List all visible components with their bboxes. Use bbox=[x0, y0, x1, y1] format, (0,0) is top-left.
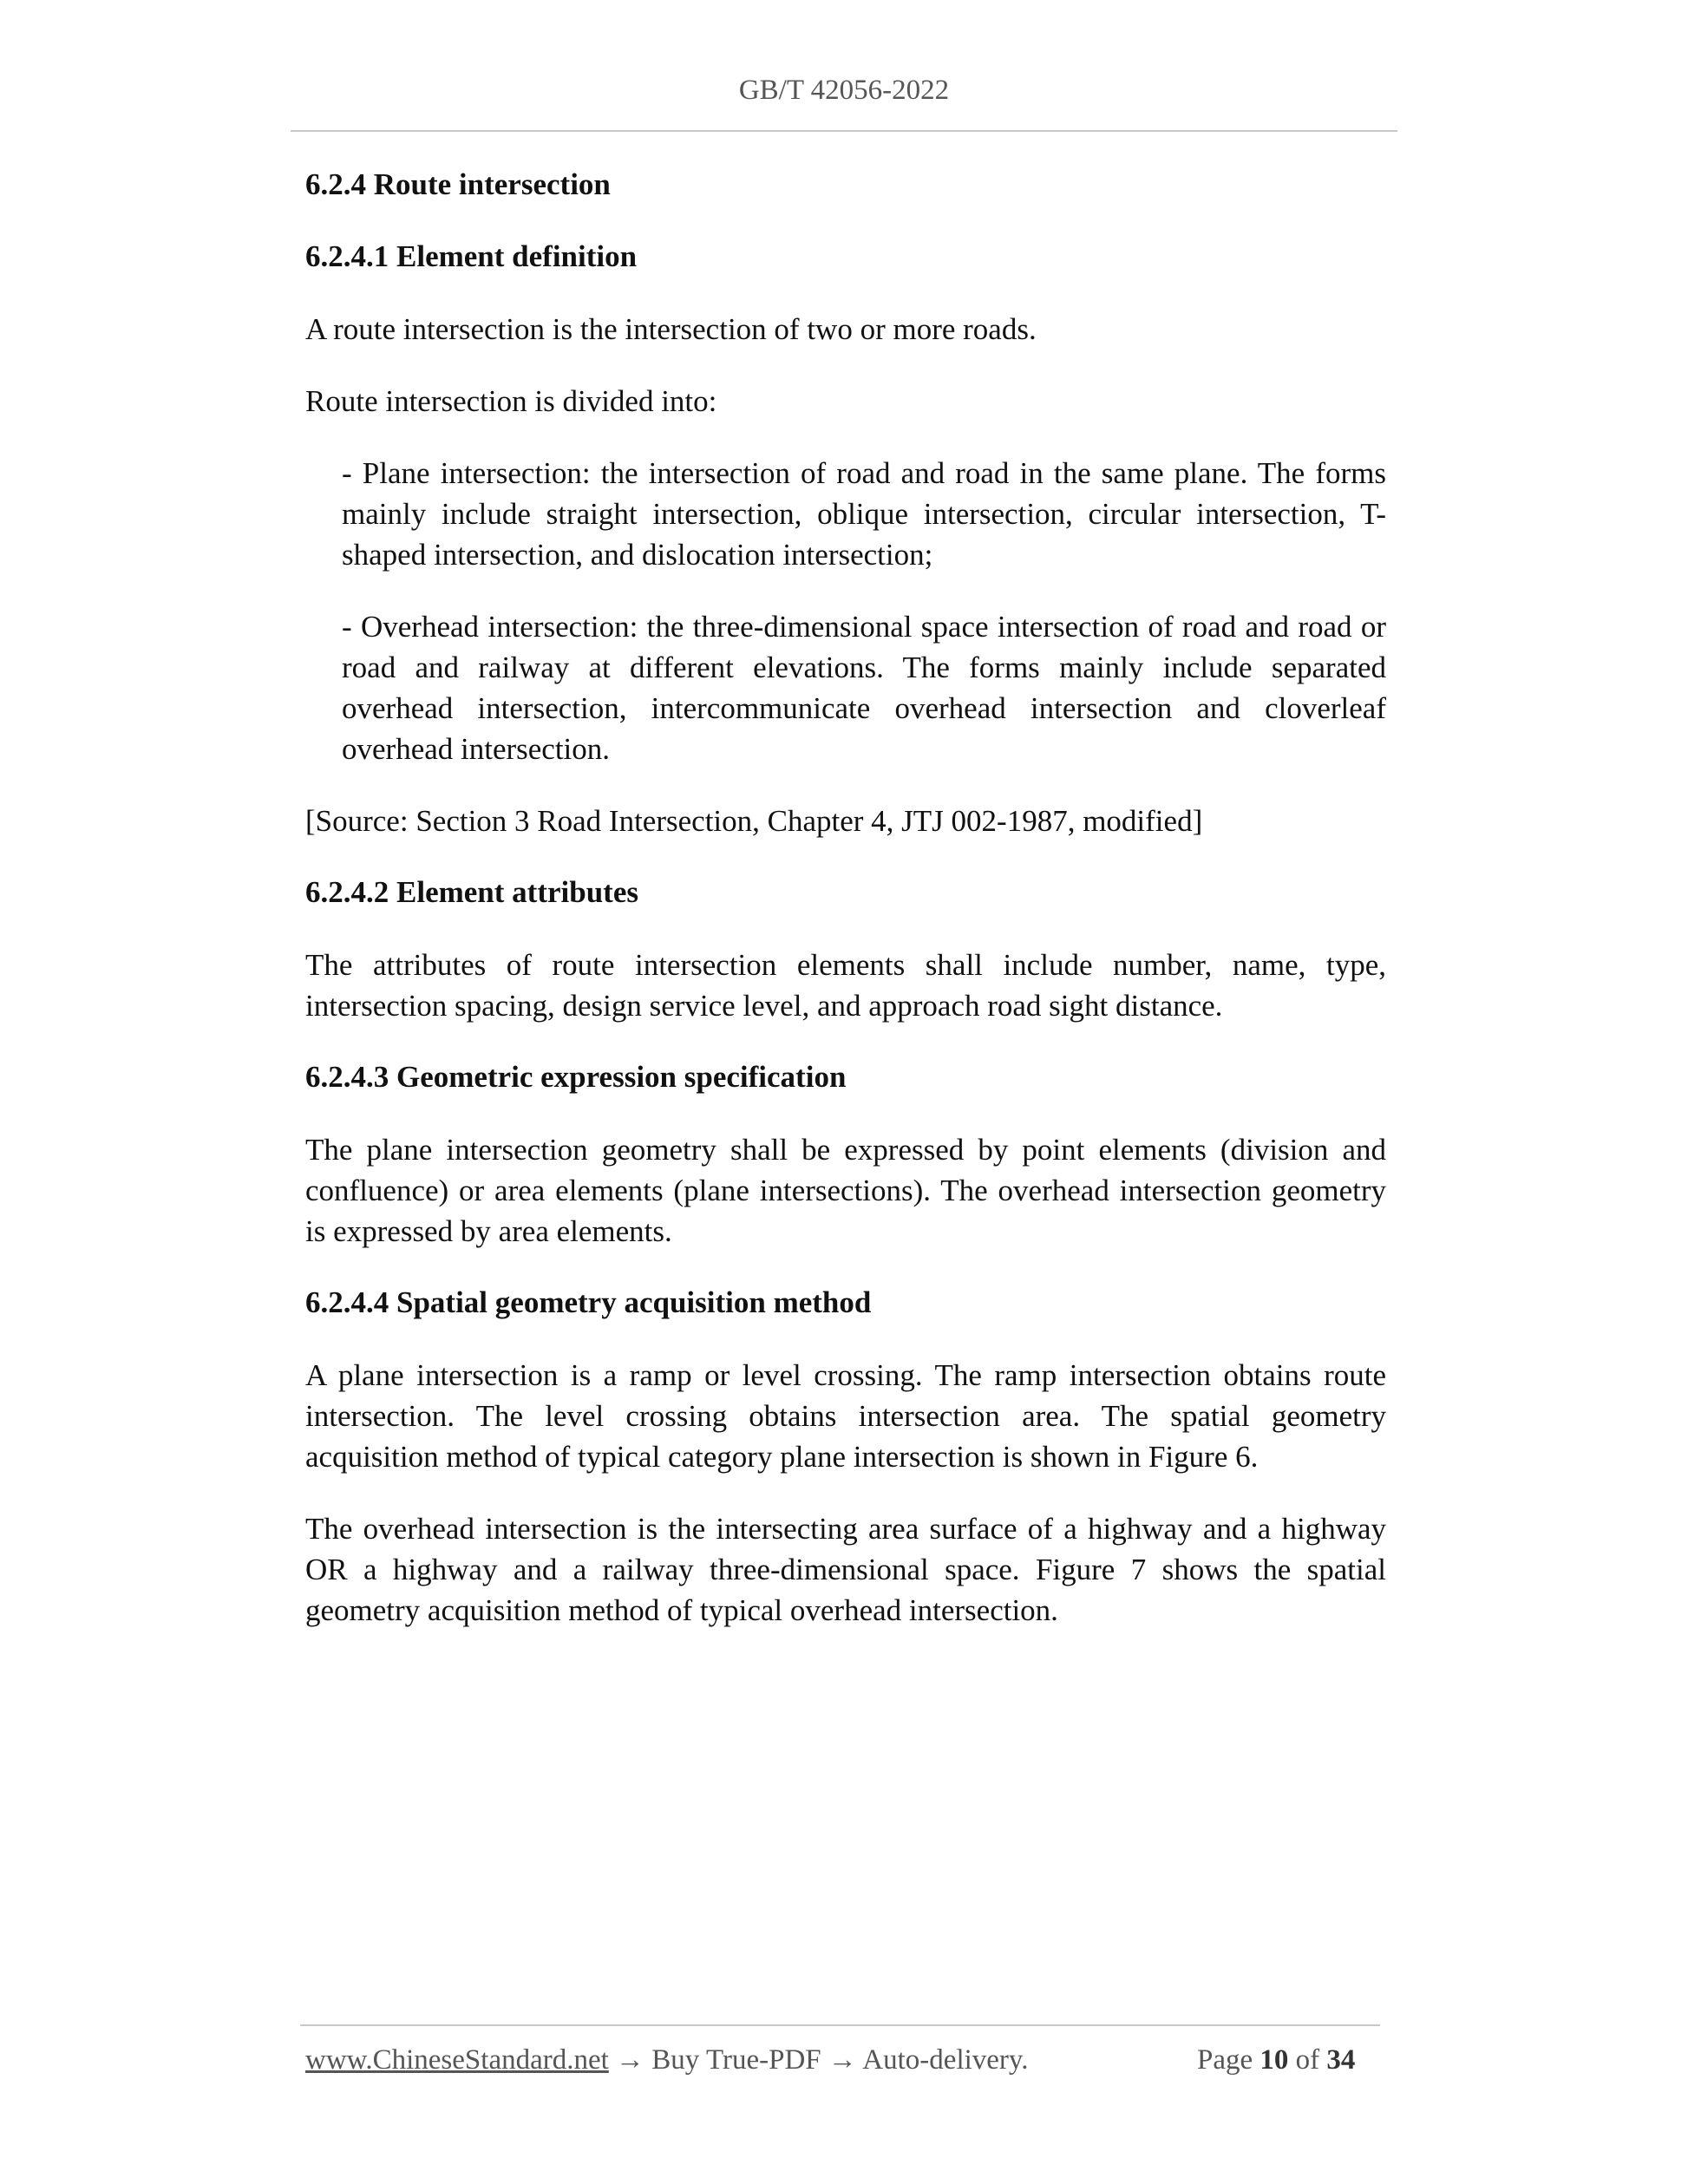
footer-divider bbox=[300, 2024, 1380, 2026]
footer-promo-text: → Buy True-PDF → Auto-delivery. bbox=[608, 2044, 1029, 2076]
list-item-plane-intersection: - Plane intersection: the intersection of road and road in the same plane. The forms mainly include straight intersection, oblique intersection, circular intersection, T-shaped intersection, and dislocation intersection; bbox=[342, 456, 1386, 572]
paragraph-attributes: The attributes of route intersection elements shall include number, name, type, intersection spacing, design service level, and approach road sight distance. bbox=[305, 948, 1386, 1023]
paragraph-definition: A route intersection is the intersection of two or more roads. bbox=[305, 312, 1037, 346]
paragraph-geometric-expression: The plane intersection geometry shall be expressed by point elements (division and confluence) or area elements (plane intersections). The overhead intersection geometry is expressed by area elements. bbox=[305, 1133, 1386, 1248]
paragraph-overhead-acquisition: The overhead intersection is the intersecting area surface of a highway and a highway OR a highway and a railway three-dimensional space. Figure 7 shows the spatial geometry acquisition method of typical overhead intersection. bbox=[305, 1512, 1386, 1627]
paragraph-division-intro: Route intersection is divided into: bbox=[305, 384, 717, 418]
website-link[interactable]: www.ChineseStandard.net bbox=[305, 2044, 609, 2076]
page-total: 34 bbox=[1326, 2044, 1356, 2076]
source-citation: [Source: Section 3 Road Intersection, Chapter 4, JTJ 002-1987, modified] bbox=[305, 804, 1203, 838]
list-item-overhead-intersection: - Overhead intersection: the three-dimensional space intersection of road and road or road and railway at different elevations. The forms mainly include separated overhead intersection, intercommunicate overhead intersection and cloverleaf overhead intersection. bbox=[342, 610, 1386, 766]
section-heading-6-2-4-2: 6.2.4.2 Element attributes bbox=[305, 875, 638, 909]
of-label: of bbox=[1288, 2044, 1327, 2076]
paragraph-plane-acquisition: A plane intersection is a ramp or level crossing. The ramp intersection obtains route intersection. The level crossing obtains intersection area. The spatial geometry acquisition method of typical category plane intersection is shown in Figure 6. bbox=[305, 1358, 1386, 1474]
page-number: 10 bbox=[1259, 2044, 1289, 2076]
page-body bbox=[305, 165, 1386, 1662]
section-heading-6-2-4: 6.2.4 Route intersection bbox=[305, 167, 611, 201]
document-header: GB/T 42056-2022 bbox=[738, 75, 950, 106]
section-heading-6-2-4-3: 6.2.4.3 Geometric expression specification bbox=[305, 1060, 847, 1094]
page-label: Page bbox=[1197, 2044, 1260, 2076]
header-divider bbox=[291, 130, 1397, 132]
section-heading-6-2-4-1: 6.2.4.1 Element definition bbox=[305, 239, 638, 273]
section-heading-6-2-4-4: 6.2.4.4 Spatial geometry acquisition method bbox=[305, 1285, 872, 1319]
footer-promo bbox=[305, 2044, 1029, 2076]
page-indicator bbox=[1197, 2044, 1355, 2076]
